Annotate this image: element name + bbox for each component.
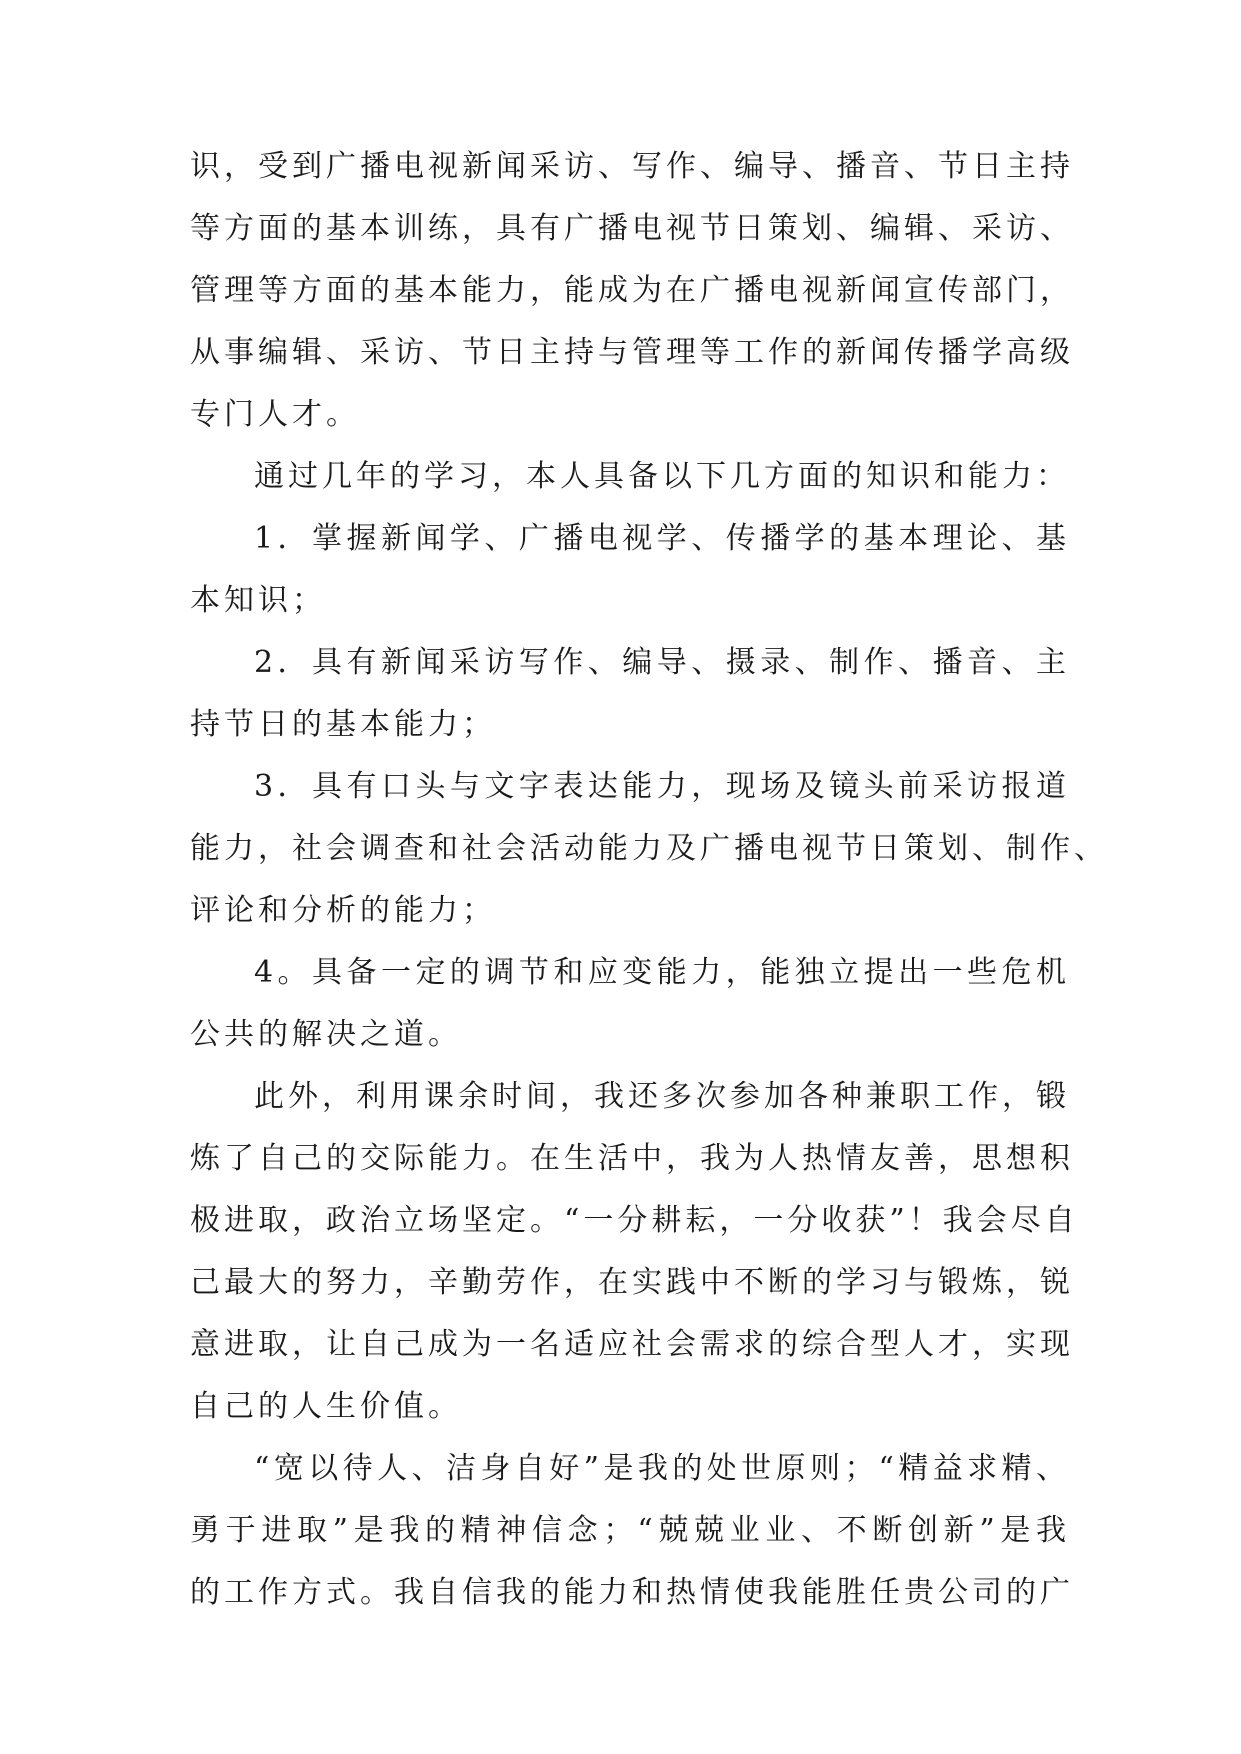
text-line: 炼了自己的交际能力。在生活中，我为人热情友善，思想积 <box>190 1141 1074 1176</box>
text-line: 己最大的努力，辛勤劳作，在实践中不断的学习与锻炼，锐 <box>190 1265 1074 1300</box>
list-item-1: 1．掌握新闻学、广播电视学、传播学的基本理论、基 <box>254 521 1070 556</box>
paragraph-first-line: “宽以待人、洁身自好”是我的处世原则；“精益求精、 <box>254 1451 1070 1486</box>
paragraph-first-line: 通过几年的学习，本人具备以下几方面的知识和能力： <box>254 459 1070 494</box>
list-item-3: 3．具有口头与文字表达能力，现场及镜头前采访报道 <box>254 769 1070 804</box>
text-line: 意进取，让自己成为一名适应社会需求的综合型人才，实现 <box>190 1327 1074 1362</box>
text-line: 能力，社会调查和社会活动能力及广播电视节日策划、制作、 <box>190 831 1108 866</box>
text-line: 自己的人生价值。 <box>190 1389 462 1424</box>
text-line: 持节日的基本能力； <box>190 707 496 742</box>
text-line: 管理等方面的基本能力，能成为在广播电视新闻宣传部门， <box>190 273 1074 308</box>
text-line: 勇于进取”是我的精神信念；“兢兢业业、不断创新”是我 <box>190 1513 1070 1548</box>
text-line: 等方面的基本训练，具有广播电视节日策划、编辑、采访、 <box>190 211 1074 246</box>
text-line: 专门人才。 <box>190 397 360 432</box>
text-line: 评论和分析的能力； <box>190 893 496 928</box>
text-line: 公共的解决之道。 <box>190 1017 462 1052</box>
text-line: 的工作方式。我自信我的能力和热情使我能胜任贵公司的广 <box>190 1575 1074 1610</box>
text-line: 本知识； <box>190 583 326 618</box>
text-line: 识，受到广播电视新闻采访、写作、编导、播音、节日主持 <box>190 149 1074 184</box>
paragraph-first-line: 此外，利用课余时间，我还多次参加各种兼职工作，锻 <box>254 1079 1070 1114</box>
text-line: 极进取，政治立场坚定。“一分耕耘，一分收获”！我会尽自 <box>190 1203 1079 1238</box>
list-item-2: 2．具有新闻采访写作、编导、摄录、制作、播音、主 <box>254 645 1070 680</box>
text-line: 从事编辑、采访、节日主持与管理等工作的新闻传播学高级 <box>190 335 1074 370</box>
list-item-4: 4。具备一定的调节和应变能力，能独立提出一些危机 <box>254 955 1070 990</box>
